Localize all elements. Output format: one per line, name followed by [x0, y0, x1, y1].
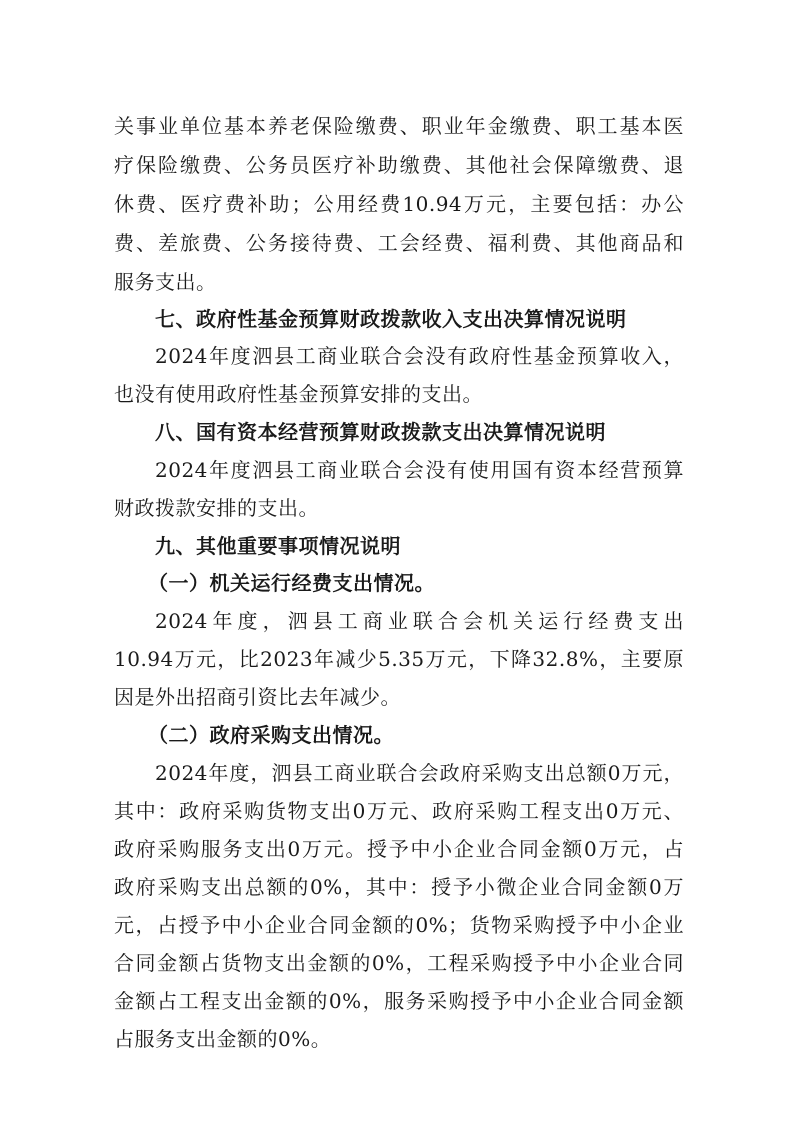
paragraph-line: 因是外出招商引资比去年减少。	[114, 685, 401, 709]
section-heading: 七、政府性基金预算财政拨款收入支出决算情况说明	[155, 307, 627, 331]
paragraph-line: 其中：政府采购货物支出0万元、政府采购工程支出0万元、	[114, 799, 684, 823]
paragraph-line: 服务支出。	[114, 270, 217, 294]
paragraph-line: 金额占工程支出金额的0%，服务采购授予中小企业合同金额	[114, 989, 684, 1013]
subsection-heading: （二）政府采购支出情况。	[148, 723, 394, 747]
section-heading: 九、其他重要事项情况说明	[155, 534, 401, 558]
paragraph-line: 休费、医疗费补助；公用经费10.94万元，主要包括：办公	[114, 192, 684, 216]
paragraph-line: 2024年度泗县工商业联合会没有使用国有资本经营预算	[155, 458, 684, 482]
subsection-heading: （一）机关运行经费支出情况。	[148, 571, 435, 595]
paragraph-line: 合同金额占货物支出金额的0%，工程采购授予中小企业合同	[114, 951, 684, 975]
paragraph-line: 也没有使用政府性基金预算安排的支出。	[114, 382, 483, 406]
paragraph-line: 政府采购服务支出0万元。授予中小企业合同金额0万元，占	[114, 837, 684, 861]
paragraph-line: 疗保险缴费、公务员医疗补助缴费、其他社会保障缴费、退	[114, 153, 684, 177]
section-heading: 八、国有资本经营预算财政拨款支出决算情况说明	[155, 420, 606, 444]
paragraph-line: 政府采购支出总额的0%，其中：授予小微企业合同金额0万	[114, 875, 684, 899]
paragraph-line: 关事业单位基本养老保险缴费、职业年金缴费、职工基本医	[114, 114, 684, 138]
paragraph-line: 2024年度，泗县工商业联合会政府采购支出总额0万元，	[155, 761, 684, 785]
paragraph-line: 10.94万元，比2023年减少5.35万元，下降32.8%，主要原	[114, 647, 684, 671]
paragraph-line: 费、差旅费、公务接待费、工会经费、福利费、其他商品和	[114, 231, 684, 255]
paragraph-line: 占服务支出金额的0%。	[114, 1027, 332, 1051]
paragraph-line: 元，占授予中小企业合同金额的0%；货物采购授予中小企业	[114, 913, 684, 937]
paragraph-line: 财政拨款安排的支出。	[114, 496, 319, 520]
paragraph-line: 2024年度泗县工商业联合会没有政府性基金预算收入，	[155, 344, 684, 368]
paragraph-line: 2024年度，泗县工商业联合会机关运行经费支出	[155, 609, 684, 633]
